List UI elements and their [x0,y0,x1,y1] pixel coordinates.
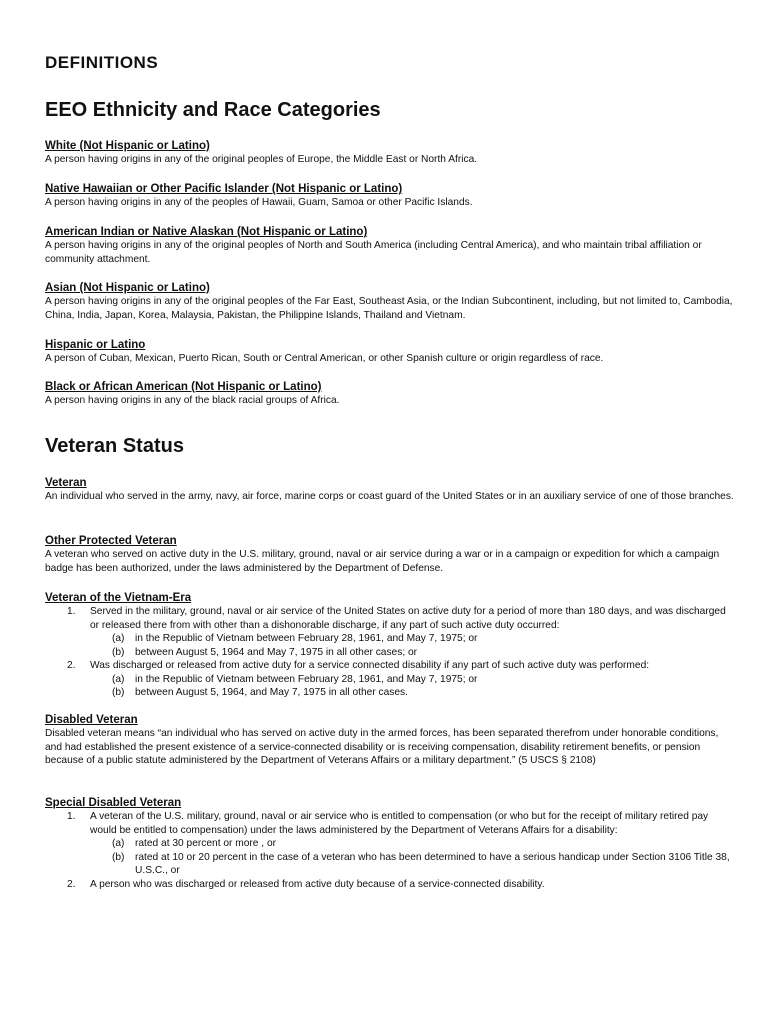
sub-list-text: rated at 30 percent or more , or [135,838,276,849]
list-item [45,810,735,878]
list-text: Served in the military, ground, naval or air service of the United States on active duty for a period of more than 180 days, and was discharged or released there from with other than a dishonorable discharge, if any part of such active duty occurred: [90,606,726,631]
sub-list-text: in the Republic of Vietnam between February 28, 1961, and May 7, 1975; or [135,633,478,644]
sub-list-letter: (b) [112,851,125,863]
term-heading: Asian (Not Hispanic or Latino) [45,282,210,294]
list-text: A veteran of the U.S. military, ground, naval or air service who is entitled to compensation (or who but for the receipt of military retired pay would be entitled to compensation) under the laws administered by the Department of Veterans Affairs for a disability: [90,811,709,836]
term-heading: White (Not Hispanic or Latino) [45,140,210,152]
sub-list-text: rated at 10 or 20 percent in the case of a veteran who has been determined to have a serious handicap under Section 3106 Title 38, U.S.C., or [135,851,730,876]
list-number: 2. [67,878,76,890]
sub-list-letter: (a) [112,633,125,644]
term-heading: Black or African American (Not Hispanic or Latino) [45,381,322,393]
sub-list-text: in the Republic of Vietnam between February 28, 1961, and May 7, 1975; or [135,673,478,685]
term-heading: Disabled Veteran [45,714,138,726]
list-text: Was discharged or released from active duty for a service connected disability if any part of such active duty was performed: [90,660,650,671]
term-heading: Native Hawaiian or Other Pacific Islander (Not Hispanic or Latino) [45,183,403,195]
sub-list-letter: (a) [112,673,125,685]
sub-list-item [45,673,735,687]
list-number: 2. [67,660,76,671]
definition-american-indian [45,225,735,266]
term-definition: A person having origins in any of the original peoples of Europe, the Middle East or North Africa. [45,154,478,165]
list-number: 1. [67,811,76,822]
term-definition: A veteran who served on active duty in the U.S. military, ground, naval or air service during a war or in a campaign or expedition for which a campaign badge has been authorized, under the laws administered by the Department of Defense. [45,549,720,574]
definition-white [45,139,735,167]
term-heading: American Indian or Native Alaskan (Not Hispanic or Latino) [45,226,368,238]
term-definition: A person having origins in any of the peoples of Hawaii, Guam, Samoa or other Pacific Islands. [45,197,473,208]
term-heading: Veteran [45,477,87,489]
list-text: A person who was discharged or released from active duty because of a service-connected disability. [90,878,545,890]
definition-special-disabled-veteran [45,796,735,891]
term-definition: A person having origins in any of the black racial groups of Africa. [45,395,340,406]
term-definition: Disabled veteran means “an individual who has served on active duty in the armed forces, has been separated therefrom under honorable conditions, and had established the present existence of a service-connected disability or is receiving compensation, disability retirement benefits, or pension because of a public statute administered by the Department of Veterans Affairs or a military department.” (5 USCS § 2108) [45,728,719,766]
term-heading: Special Disabled Veteran [45,797,182,809]
veteran-section-title: Veteran Status [45,435,184,457]
term-heading: Veteran of the Vietnam-Era [45,592,192,604]
sub-list-text: between August 5, 1964 and May 7, 1975 in all other cases; or [135,646,418,658]
definition-asian [45,281,735,322]
sub-list-item [45,837,735,851]
definition-native-hawaiian [45,182,735,210]
sub-list-item [45,686,735,700]
list-item [45,878,735,892]
sub-list-letter: (b) [112,687,125,698]
sub-list-letter: (a) [112,838,125,849]
term-definition: An individual who served in the army, navy, air force, marine corps or coast guard of the United States or in an auxiliary service of one of those branches. [45,491,734,502]
definition-other-protected-veteran [45,534,735,575]
sub-list [90,632,735,659]
definition-disabled-veteran [45,713,735,768]
document-title: DEFINITIONS [45,53,159,72]
term-heading: Other Protected Veteran [45,535,177,547]
term-heading: Hispanic or Latino [45,339,146,351]
sub-list-letter: (b) [112,646,125,658]
numbered-list [45,810,735,891]
list-number: 1. [67,606,76,617]
numbered-list [45,605,735,700]
sub-list [90,837,735,878]
sub-list-item [45,632,735,646]
definition-vietnam-era-veteran [45,591,735,700]
definition-veteran [45,476,735,504]
sub-list-item [45,851,735,878]
sub-list-item [45,646,735,660]
term-definition: A person having origins in any of the original peoples of the Far East, Southeast Asia, or the Indian Subcontinent, including, but not limited to, Cambodia, China, India, Japan, Korea, Malaysia, Pakistan, the Philippine Islands, Thailand and Vietnam. [45,296,733,321]
term-definition: A person of Cuban, Mexican, Puerto Rican, South or Central American, or other Spanish culture or origin regardless of race. [45,353,604,364]
term-definition: A person having origins in any of the original peoples of North and South America (including Central America), and who maintain tribal affiliation or community attachment. [45,240,702,265]
definition-black [45,380,735,408]
sub-list-text: between August 5, 1964, and May 7, 1975 in all other cases. [135,687,408,698]
list-item [45,659,735,700]
list-item [45,605,735,659]
sub-list [90,673,735,700]
definition-hispanic [45,338,735,366]
eeo-section-title: EEO Ethnicity and Race Categories [45,99,381,121]
